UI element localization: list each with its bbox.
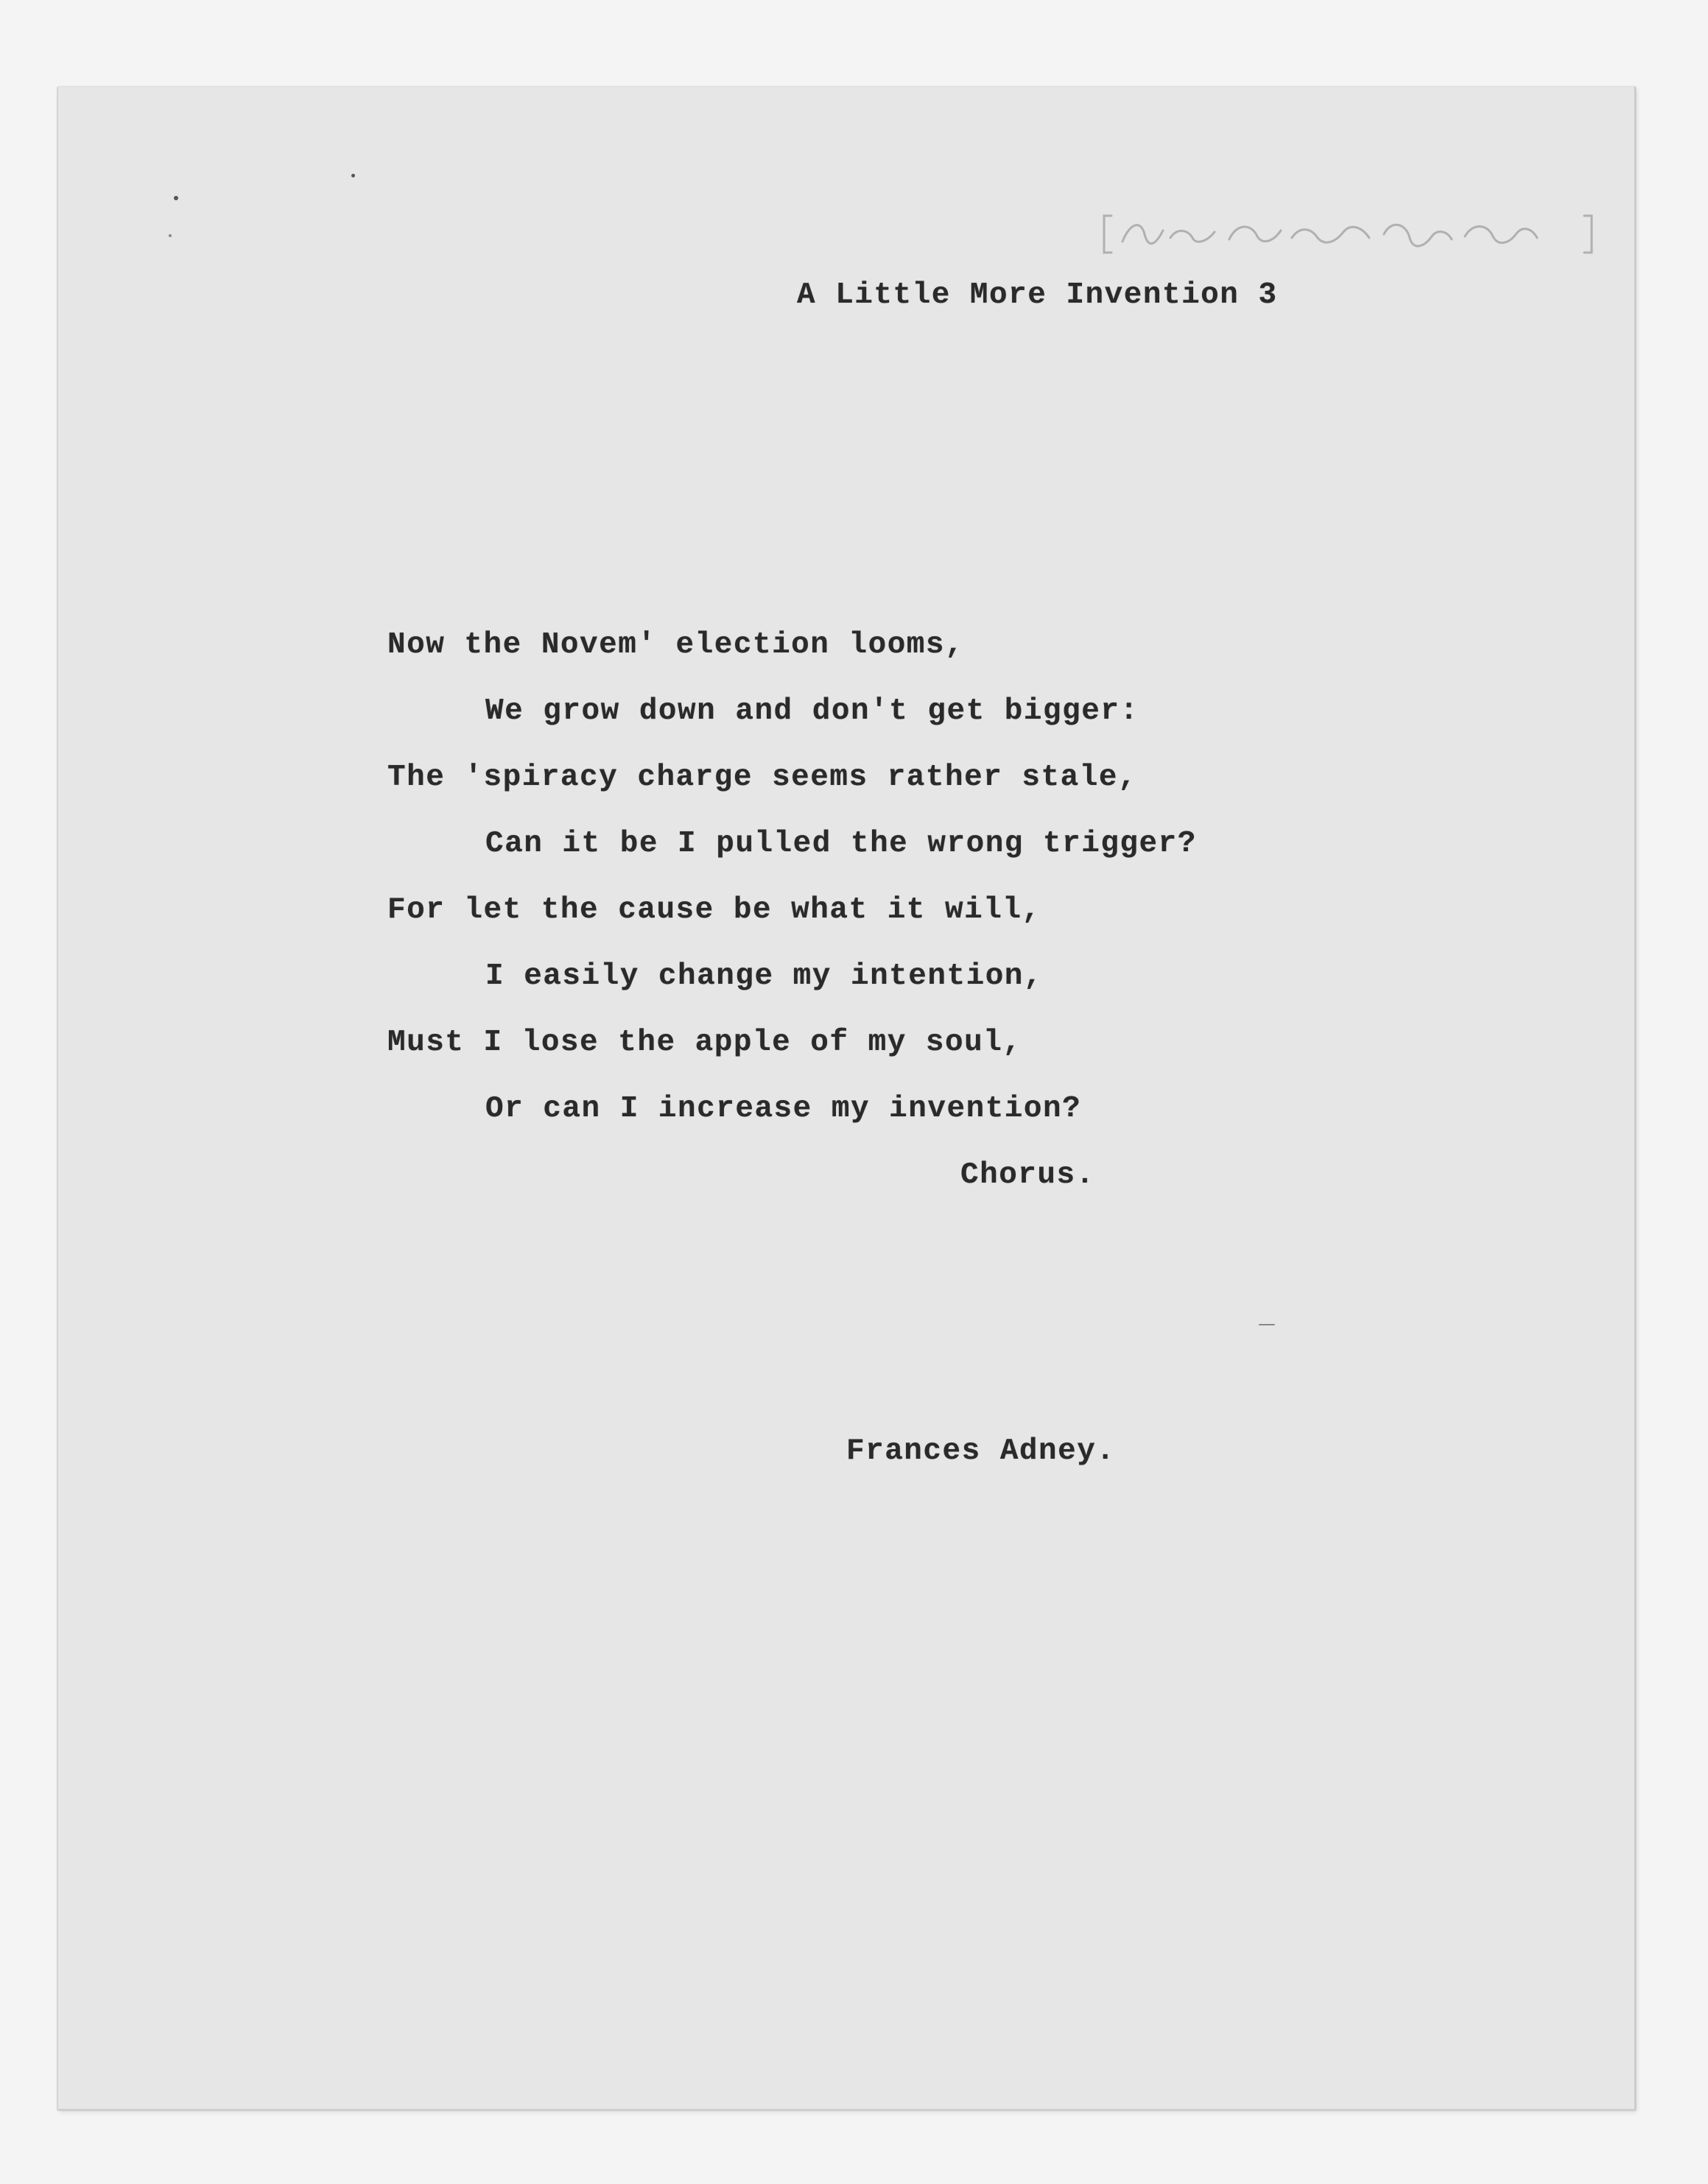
paper-speck: [169, 234, 172, 237]
verse-line: Or can I increase my invention?: [485, 1092, 1082, 1126]
verse-line: Can it be I pulled the wrong trigger?: [485, 827, 1197, 861]
document-title: A Little More Invention 3: [797, 278, 1278, 312]
chorus-label: Chorus.: [960, 1158, 1095, 1192]
verse-line: Now the Novem' election looms,: [387, 628, 965, 662]
paper-speck: [351, 174, 355, 177]
verse-line: The 'spiracy charge seems rather stale,: [387, 761, 1138, 795]
verse-line: Must I lose the apple of my soul,: [387, 1026, 1022, 1060]
verse-line: For let the cause be what it will,: [387, 893, 1041, 927]
verse-line: We grow down and don't get bigger:: [485, 694, 1139, 728]
paper-speck: [1259, 1324, 1275, 1325]
author-signature: Frances Adney.: [846, 1434, 1116, 1468]
verse-line: I easily change my intention,: [485, 959, 1044, 993]
handwritten-annotation: [1089, 201, 1605, 260]
paper-sheet: [57, 87, 1636, 2110]
paper-speck: [174, 196, 178, 200]
